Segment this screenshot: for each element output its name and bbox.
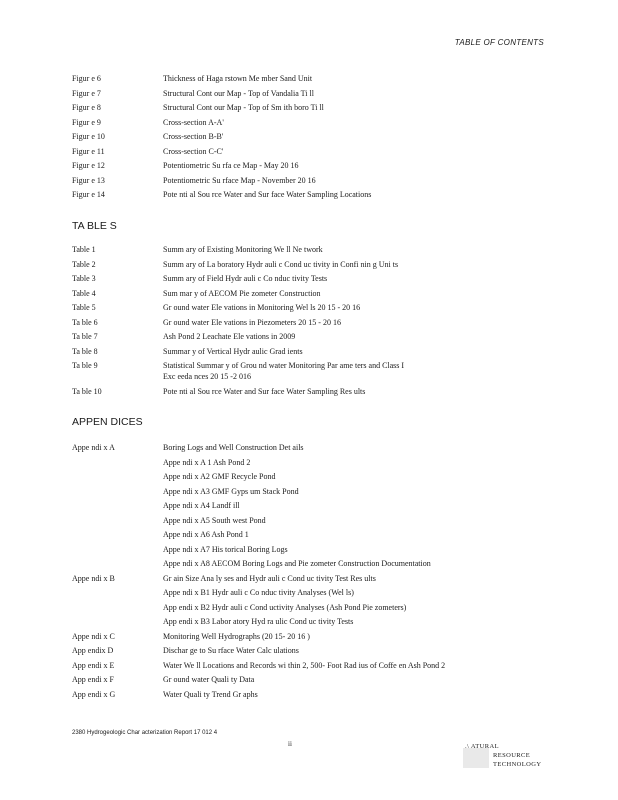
appendix-entry-title: Monitoring Well Hydrographs (20 15- 20 16 ) (163, 631, 310, 641)
appendix-entry (72, 572, 552, 587)
appendix-entry-label: Appe ndi x A (72, 443, 115, 452)
appendix-entry-title: Boring Logs and Well Construction Det ails (163, 443, 304, 452)
table-entry-title: Statistical Summar y of Grou nd water Monitoring Par ame ters and Class I (163, 361, 405, 370)
figure-entry-title: Pote nti al Sou rce Water and Sur face Water Sampling Locations (163, 190, 372, 199)
appendix-entry (72, 485, 552, 500)
appendix-entry (72, 528, 552, 543)
appendix-entry-title: Appe ndi x A7 His torical Boring Logs (163, 544, 288, 554)
table-entry-title: Summar y of Vertical Hydr aulic Grad ients (163, 346, 303, 356)
figure-entry-label: Figur e 12 (72, 161, 105, 170)
appendix-entry-title: Appe ndi x A8 AECOM Boring Logs and Pie zometer Construction Documentation (163, 559, 431, 568)
table-entry-label: Table 2 (72, 259, 96, 269)
table-entry-label: Table 5 (72, 303, 96, 312)
table-entry-title: Gr ound water Ele vations in Monitoring Wel ls 20 15 - 20 16 (163, 303, 361, 312)
appendix-entry (72, 673, 552, 688)
table-entry-label: Ta ble 9 (72, 361, 98, 370)
table-entry-title: Summ ary of Existing Monitoring We ll Ne twork (163, 245, 323, 254)
table-entry (72, 258, 552, 273)
table-list (72, 243, 552, 400)
logo-mark (463, 748, 489, 768)
appendix-entry-title: Appe ndi x A 1 Ash Pond 2 (163, 457, 251, 467)
figure-list (72, 72, 552, 203)
appendix-entry-label: Appe ndi x B (72, 573, 115, 583)
appendix-entry-title: App endi x B3 Labor atory Hyd ra ulic Cond uc tivity Tests (163, 617, 354, 626)
figure-entry (72, 101, 552, 116)
figure-entry-label: Figur e 14 (72, 190, 105, 199)
appendix-entry (72, 499, 552, 514)
appendices-heading: APPEN DICES (72, 416, 143, 428)
appendix-entry (72, 630, 552, 645)
tables-heading: TA BLE S (72, 220, 117, 232)
figure-entry-title: Thickness of Haga rstown Me mber Sand Unit (163, 74, 313, 83)
figure-entry (72, 174, 552, 189)
figure-entry-label: Figur e 8 (72, 103, 101, 112)
figure-entry-label: Figur e 6 (72, 74, 101, 83)
appendix-entry-title: Gr ound water Quali ty Data (163, 675, 255, 684)
table-entry-label: Table 3 (72, 274, 96, 283)
appendix-entry (72, 615, 552, 630)
table-entry-label: Ta ble 7 (72, 332, 98, 341)
figure-entry-title: Cross-section C-C' (163, 146, 224, 156)
appendix-entry-title: Gr ain Size Ana ly ses and Hydr auli c Cond uc tivity Test Res ults (163, 573, 376, 583)
table-entry-title: Summ ary of La boratory Hydr auli c Cond uc tivity in Confi nin g Uni ts (163, 259, 399, 269)
appendix-entry (72, 441, 552, 456)
table-entry-label: Table 4 (72, 288, 96, 298)
logo-line-2: RESOURCE (493, 752, 531, 759)
figure-entry-title: Potentiometric Su rfa ce Map - May 20 16 (163, 161, 299, 170)
appendix-list (72, 441, 552, 702)
footer-report-title: 2380 Hydrogeologic Char acterization Report 17 012 4 (72, 730, 218, 736)
table-entry (72, 272, 552, 287)
figure-entry-label: Figur e 11 (72, 146, 105, 156)
page-number: ii (288, 740, 292, 748)
appendix-entry-title: Water Quali ty Trend Gr aphs (163, 689, 258, 699)
appendix-entry (72, 659, 552, 674)
table-entry-title: Gr ound water Ele vations in Piezometers 20 15 - 20 16 (163, 317, 341, 327)
appendix-entry-title: Appe ndi x A5 South west Pond (163, 515, 266, 525)
appendix-entry-title: Appe ndi x A2 GMF Recycle Pond (163, 472, 276, 481)
figure-entry (72, 188, 552, 203)
figure-entry-label: Figur e 7 (72, 88, 101, 98)
appendix-entry (72, 644, 552, 659)
table-entry-title-continued: Exc eeda nces 20 15 -2 016 (163, 372, 251, 381)
figure-entry (72, 87, 552, 102)
figure-entry-title: Structural Cont our Map - Top of Vandalia Ti ll (163, 88, 314, 98)
appendix-entry (72, 586, 552, 601)
appendix-entry (72, 557, 552, 572)
appendix-entry (72, 514, 552, 529)
appendix-entry-title: Appe ndi x A3 GMF Gyps um Stack Pond (163, 486, 299, 496)
appendix-entry-label: App endi x F (72, 675, 114, 684)
table-entry (72, 359, 552, 385)
table-entry (72, 385, 552, 400)
appendix-entry-title: Appe ndi x A4 Landf ill (163, 501, 240, 510)
table-entry (72, 316, 552, 331)
table-entry (72, 330, 552, 345)
appendix-entry-label: Appe ndi x C (72, 631, 115, 641)
figure-entry (72, 116, 552, 131)
company-logo (465, 742, 541, 769)
table-entry (72, 243, 552, 258)
figure-entry-label: Figur e 9 (72, 117, 101, 127)
logo-line-1: .\ ATURAL (465, 743, 499, 750)
appendix-entry-label: App endi x G (72, 689, 116, 699)
toc-header: TABLE OF CONTENTS (454, 38, 544, 47)
logo-line-3: TECHNOLOGY (493, 761, 542, 768)
appendix-entry (72, 543, 552, 558)
figure-entry (72, 72, 552, 87)
appendix-entry-label: App endi x E (72, 660, 115, 670)
table-entry (72, 345, 552, 360)
appendix-entry (72, 601, 552, 616)
table-entry-label: Ta ble 8 (72, 346, 98, 356)
figure-entry-label: Figur e 13 (72, 175, 105, 185)
table-entry-title: Pote nti al Sou rce Water and Sur face Water Sampling Res ults (163, 387, 366, 396)
table-entry-label: Table 1 (72, 245, 96, 254)
figure-entry-title: Cross-section A-A' (163, 117, 224, 127)
figure-entry (72, 159, 552, 174)
table-entry-label: Ta ble 10 (72, 387, 102, 396)
figure-entry-title: Potentiometric Su rface Map - November 20 16 (163, 175, 316, 185)
appendix-entry-title: Appe ndi x B1 Hydr auli c Co nduc tivity Analyses (Wel ls) (163, 588, 354, 597)
appendix-entry (72, 688, 552, 703)
figure-entry-title: Cross-section B-B' (163, 132, 224, 141)
figure-entry (72, 145, 552, 160)
table-entry-label: Ta ble 6 (72, 317, 98, 327)
table-entry-title: Ash Pond 2 Leachate Ele vations in 2009 (163, 332, 296, 341)
table-entry (72, 287, 552, 302)
appendix-entry (72, 456, 552, 471)
table-entry-title: Sum mar y of AECOM Pie zometer Construction (163, 288, 321, 298)
table-entry-title: Summ ary of Field Hydr auli c Co nduc tivity Tests (163, 274, 328, 283)
appendix-entry-title: Dischar ge to Su rface Water Calc ulations (163, 646, 299, 655)
figure-entry-label: Figur e 10 (72, 132, 105, 141)
appendix-entry (72, 470, 552, 485)
appendix-entry-title: App endi x B2 Hydr auli c Cond uctivity Analyses (Ash Pond Pie zometers) (163, 602, 407, 612)
appendix-entry-title: Appe ndi x A6 Ash Pond 1 (163, 530, 249, 539)
table-entry (72, 301, 552, 316)
appendix-entry-title: Water We ll Locations and Records wi thin 2, 500- Foot Rad ius of Coffe en Ash Pond 2 (163, 660, 446, 670)
figure-entry (72, 130, 552, 145)
appendix-entry-label: App endix D (72, 646, 114, 655)
figure-entry-title: Structural Cont our Map - Top of Sm ith boro Ti ll (163, 103, 324, 112)
